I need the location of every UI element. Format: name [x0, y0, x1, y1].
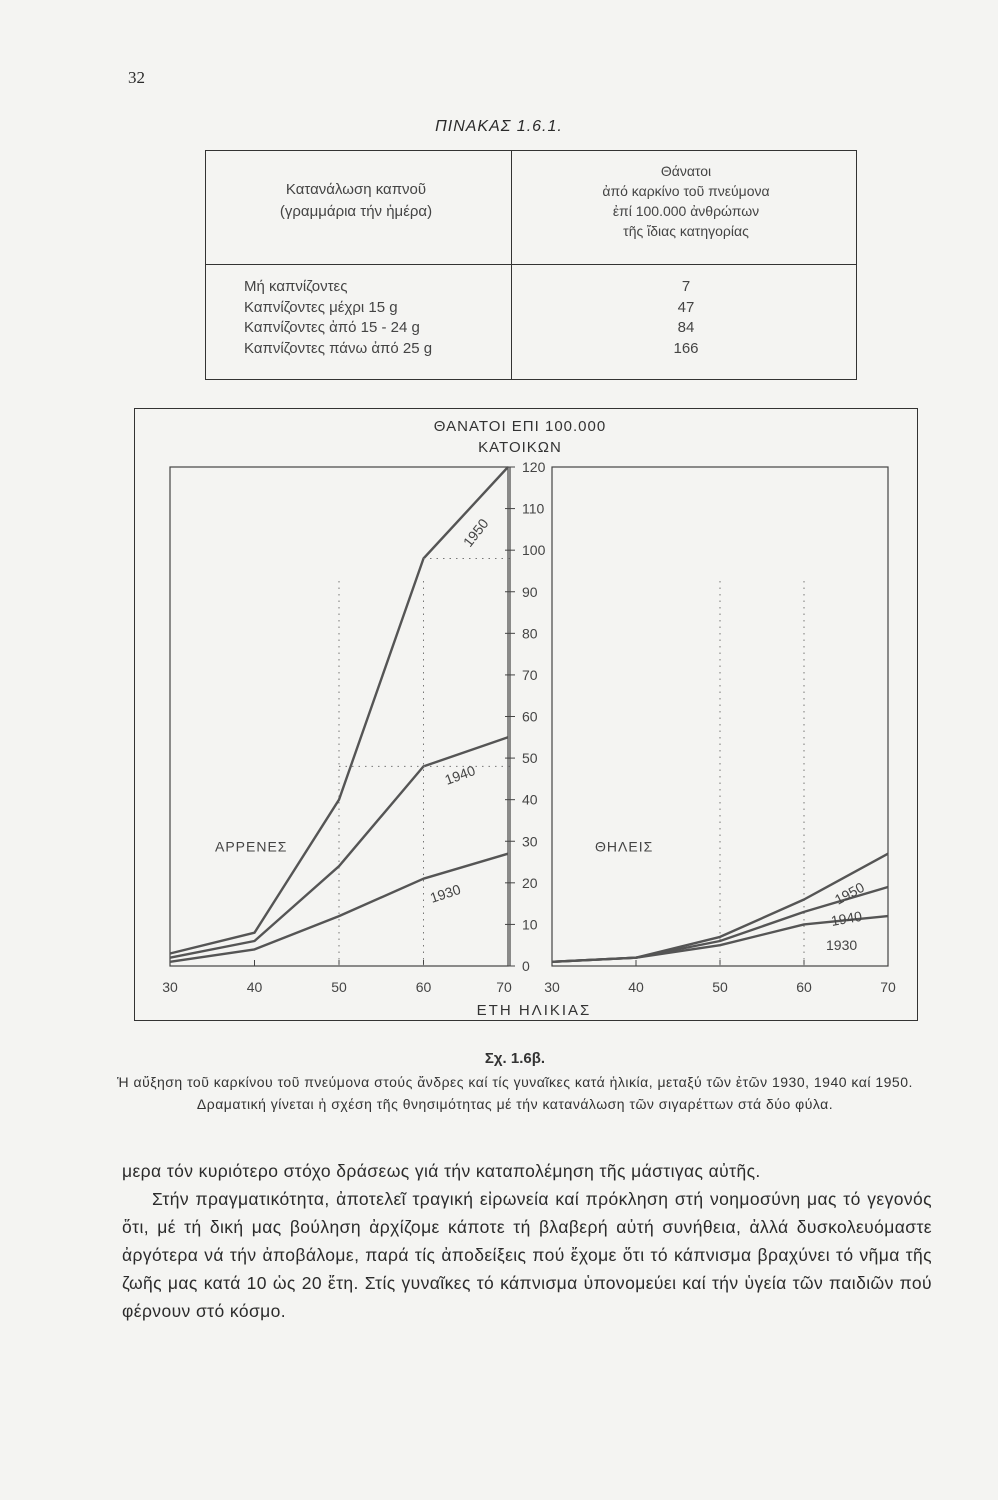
page-number: 32 [128, 68, 145, 87]
series-label-1930: 1930 [826, 937, 858, 953]
y-tick-label: 120 [522, 459, 546, 475]
series-label-1950: 1950 [831, 878, 867, 908]
x-tick-label: 30 [162, 979, 178, 995]
table-row-label: Καπνίζοντες ἀπό 15 - 24 g [244, 319, 420, 336]
y-tick-label: 100 [522, 542, 546, 559]
series-label-1950: 1950 [459, 515, 492, 550]
panel-label: ΑΡΡΕΝΕΣ [215, 838, 288, 855]
header-line: Θάνατοι [660, 163, 712, 179]
x-tick-label: 60 [415, 979, 432, 995]
body-paragraph: μερα τόν κυριότερο στόχο δράσεως γιά τήν καταπολέμηση τῆς μάστιγας αὐτῆς. [122, 1161, 761, 1181]
figure-caption [100, 1050, 930, 1115]
x-tick-label: 60 [796, 979, 812, 995]
table-title: ΠΙΝΑΚΑΣ 1.6.1. [435, 118, 563, 135]
caption-text: Ἡ αὔξηση τοῦ καρκίνου τοῦ πνεύμονα στούς ἄνδρες καί τίς γυναῖκες κατά ἡλικία, μεταξύ τῶν ἐτῶν 1930, 1940 καί 1950. Δραματική γίνεται ἡ σχέση τῆς θνησιμότητας μέ τήν κατανάλωση τῶν σιγαρέττων στά δύο φύλα. [117, 1074, 913, 1112]
x-tick-label: 30 [544, 979, 560, 995]
y-tick-label: 20 [522, 874, 538, 891]
header-line: Κατανάλωση καπνοῦ [285, 181, 427, 198]
y-tick-label: 30 [522, 833, 538, 850]
y-tick-label: 60 [522, 708, 538, 725]
y-tick-label: 0 [522, 958, 530, 974]
panel-label: ΘΗΛΕΙΣ [595, 838, 654, 855]
x-axis-label: ΕΤΗ ΗΛΙΚΙΑΣ [476, 1002, 592, 1019]
y-tick-label: 90 [522, 583, 538, 600]
table-row-label: Καπνίζοντες μέχρι 15 g [244, 298, 398, 316]
y-tick-label: 10 [522, 916, 538, 933]
x-tick-label: 50 [331, 979, 347, 995]
y-tick-label: 110 [522, 500, 545, 517]
header-line: ἐπί 100.000 ἀνθρώπων [612, 203, 760, 219]
table-row-value: 7 [681, 278, 691, 295]
header-line: τῆς ἴδιας κατηγορίας [623, 223, 749, 239]
header-line: ἀπό καρκίνο τοῦ πνεύμονα [602, 183, 770, 199]
y-tick-label: 40 [522, 791, 538, 808]
x-tick-label: 50 [712, 979, 728, 995]
figure-label: Σχ. 1.6β. [484, 1050, 546, 1067]
x-tick-label: 70 [880, 979, 896, 995]
body-paragraph: Στήν πραγματικότητα, ἀποτελεῖ τραγική εἰρωνεία καί πρόκληση στή νοημοσύνη μας τό γεγονός ὅτι, μέ τή δική μας βούληση ἀρχίζομε κάποτε τή βλαβερή αὐτή συνήθεια, ἀλλά δυσκολευόμαστε ἀργότερα νά τήν ἀποβάλομε, παρά τίς ἀποδείξεις πού ἔχομε ὅτι τό κάπνισμα βραχύνει τό νῆμα τῆς ζωῆς μας κατά 10 ὡς 20 ἔτη. Στίς γυναῖκες τό κάπνισμα ὑπονομεύει καί τήν ὑγεία τῶν παιδιῶν πού φέρνουν στό κόσμο. [122, 1189, 932, 1321]
x-tick-label: 40 [246, 979, 263, 995]
chart-title: ΘΑΝΑΤΟΙ ΕΠΙ 100.000 [433, 418, 607, 435]
series-label-1940: 1940 [442, 762, 478, 788]
y-tick-label: 80 [522, 625, 538, 642]
x-tick-label: 70 [496, 979, 512, 995]
header-line: (γραμμάρια τήν ἡμέρα) [279, 203, 433, 220]
series-label-1930: 1930 [427, 881, 463, 906]
y-tick-label: 70 [522, 666, 538, 683]
x-tick-label: 40 [628, 979, 644, 995]
table-row-value: 47 [677, 298, 695, 316]
table-row-label: Καπνίζοντες πάνω ἀπό 25 g [244, 339, 433, 357]
body-text [122, 1157, 932, 1325]
table-row-value: 84 [677, 319, 695, 336]
y-tick-label: 50 [522, 750, 538, 767]
table-row-value: 166 [673, 339, 699, 357]
series-label-1940: 1940 [829, 907, 864, 929]
chart-title: ΚΑΤΟΙΚΩΝ [478, 439, 562, 456]
table-row-label: Μή καπνίζοντες [244, 278, 348, 295]
